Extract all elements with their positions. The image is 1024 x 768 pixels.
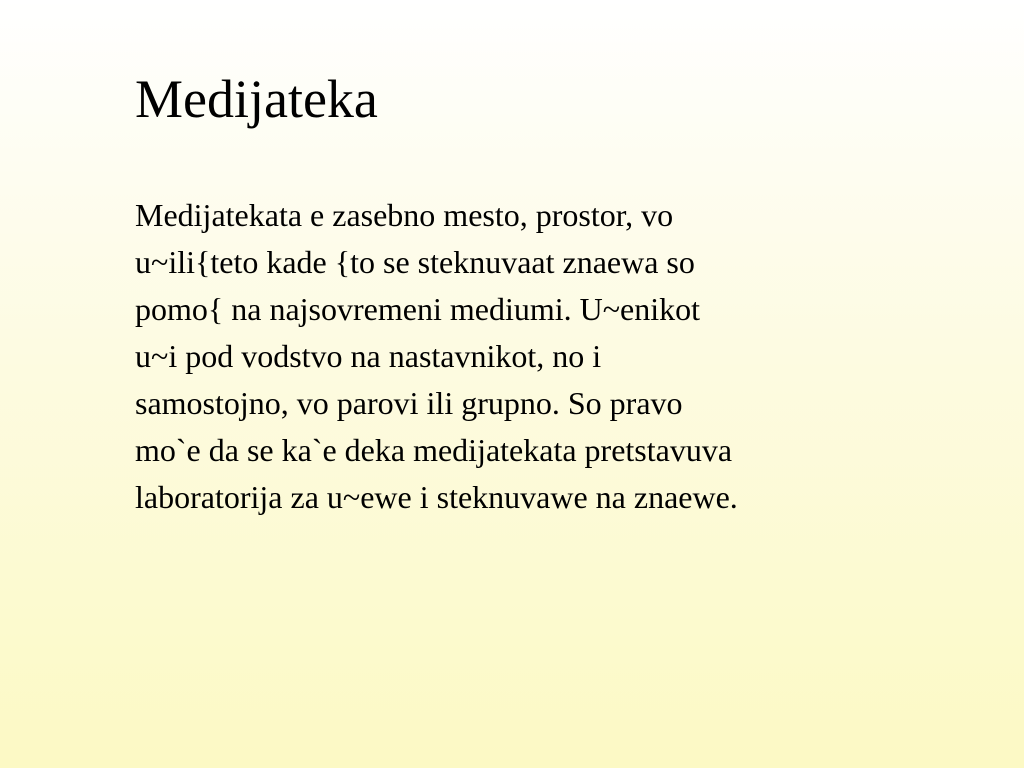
slide-body-text [135, 192, 935, 521]
slide-title: Medijateka [135, 69, 378, 129]
body-line: pomo{ na najsovremeni mediumi. U~enikot [135, 291, 701, 327]
body-line: u~i pod vodstvo na nastavnikot, no i [135, 338, 602, 374]
body-line: laboratorija za u~ewe i steknuvawe na znaewe. [135, 479, 738, 515]
body-line: Medijatekata e zasebno mesto, prostor, vo [135, 197, 674, 233]
body-line: u~ili{teto kade {to se steknuvaat znaewa so [135, 244, 695, 280]
body-line: mo`e da se ka`e deka medijatekata pretstavuva [135, 432, 733, 468]
body-line: samostojno, vo parovi ili grupno. So pravo [135, 385, 683, 421]
